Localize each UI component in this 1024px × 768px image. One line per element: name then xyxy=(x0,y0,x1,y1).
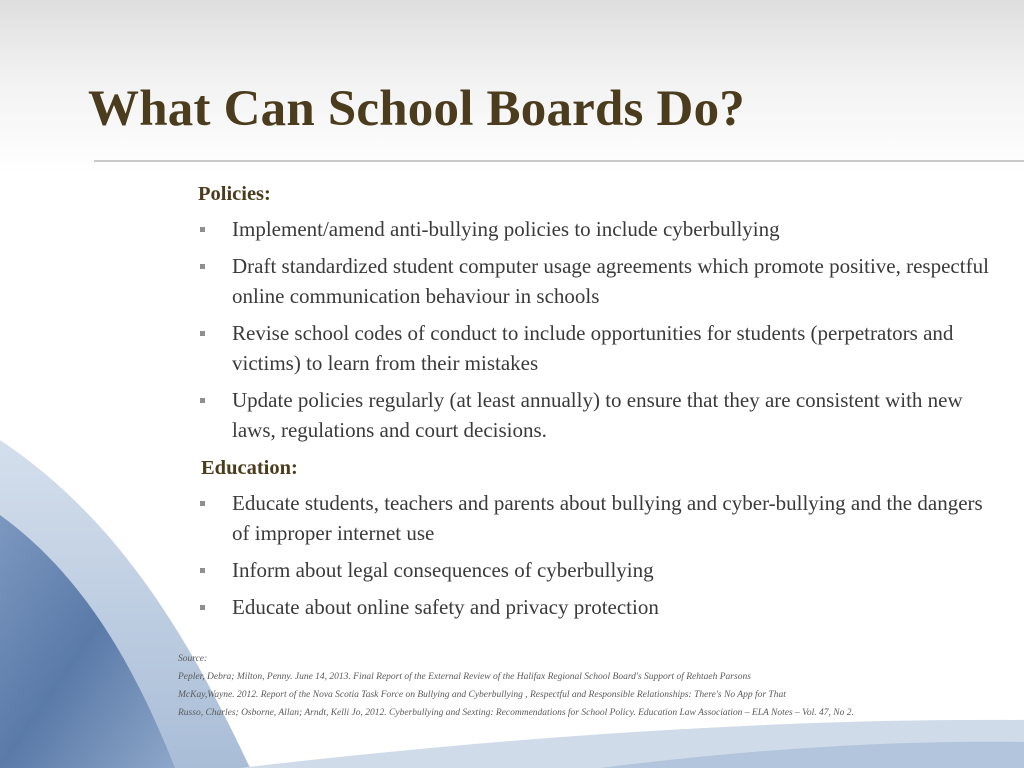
square-bullet-icon xyxy=(200,264,205,269)
square-bullet-icon xyxy=(200,501,205,506)
list-item xyxy=(198,251,998,311)
list-item-text: Revise school codes of conduct to include opportunities for students (perpetrators and victims) to learn from their mistakes xyxy=(232,321,954,375)
section-heading: Policies: xyxy=(198,183,271,205)
square-bullet-icon xyxy=(200,331,205,336)
title-divider xyxy=(94,160,1024,162)
list-item-text: Update policies regularly (at least annually) to ensure that they are consistent with new laws, regulations and court decisions. xyxy=(232,388,963,442)
list-item xyxy=(198,214,998,244)
square-bullet-icon xyxy=(200,227,205,232)
list-item xyxy=(198,592,998,622)
list-item xyxy=(198,318,998,378)
square-bullet-icon xyxy=(200,605,205,610)
list-item xyxy=(198,555,998,585)
list-item-text: Inform about legal consequences of cyberbullying xyxy=(232,558,654,582)
list-item-text: Educate students, teachers and parents about bullying and cyber-bullying and the dangers of improper internet use xyxy=(232,491,983,545)
square-bullet-icon xyxy=(200,398,205,403)
citation: McKay,Wayne. 2012. Report of the Nova Scotia Task Force on Bullying and Cyberbullying , Respectful and Responsible Relationships: There's No App for That xyxy=(178,690,786,700)
section-heading: Education: xyxy=(201,457,298,479)
list-item-text: Educate about online safety and privacy protection xyxy=(232,595,659,619)
list-item xyxy=(198,385,998,445)
slide-title: What Can School Boards Do? xyxy=(88,81,745,137)
source-citations xyxy=(178,650,948,720)
bullet-list xyxy=(198,488,998,622)
list-item xyxy=(198,488,998,548)
slide-body xyxy=(198,178,998,629)
source-label: Source: xyxy=(178,654,208,664)
citation: Pepler, Debra; Milton, Penny. June 14, 2013. Final Report of the External Review of the Halifax Regional School Board's Support of Rehtaeh Parsons xyxy=(178,672,751,682)
section-policies xyxy=(198,178,998,445)
bullet-list xyxy=(198,214,998,445)
citation: Russo, Charles; Osborne, Allan; Arndt, Kelli Jo, 2012. Cyberbullying and Sexting: Recommendations for School Policy. Education Law Association – ELA Notes – Vol. 47, No 2. xyxy=(178,708,854,718)
list-item-text: Draft standardized student computer usage agreements which promote positive, respectful online communication behaviour in schools xyxy=(232,254,989,308)
list-item-text: Implement/amend anti-bullying policies to include cyberbullying xyxy=(232,217,780,241)
section-education xyxy=(198,452,998,622)
square-bullet-icon xyxy=(200,568,205,573)
